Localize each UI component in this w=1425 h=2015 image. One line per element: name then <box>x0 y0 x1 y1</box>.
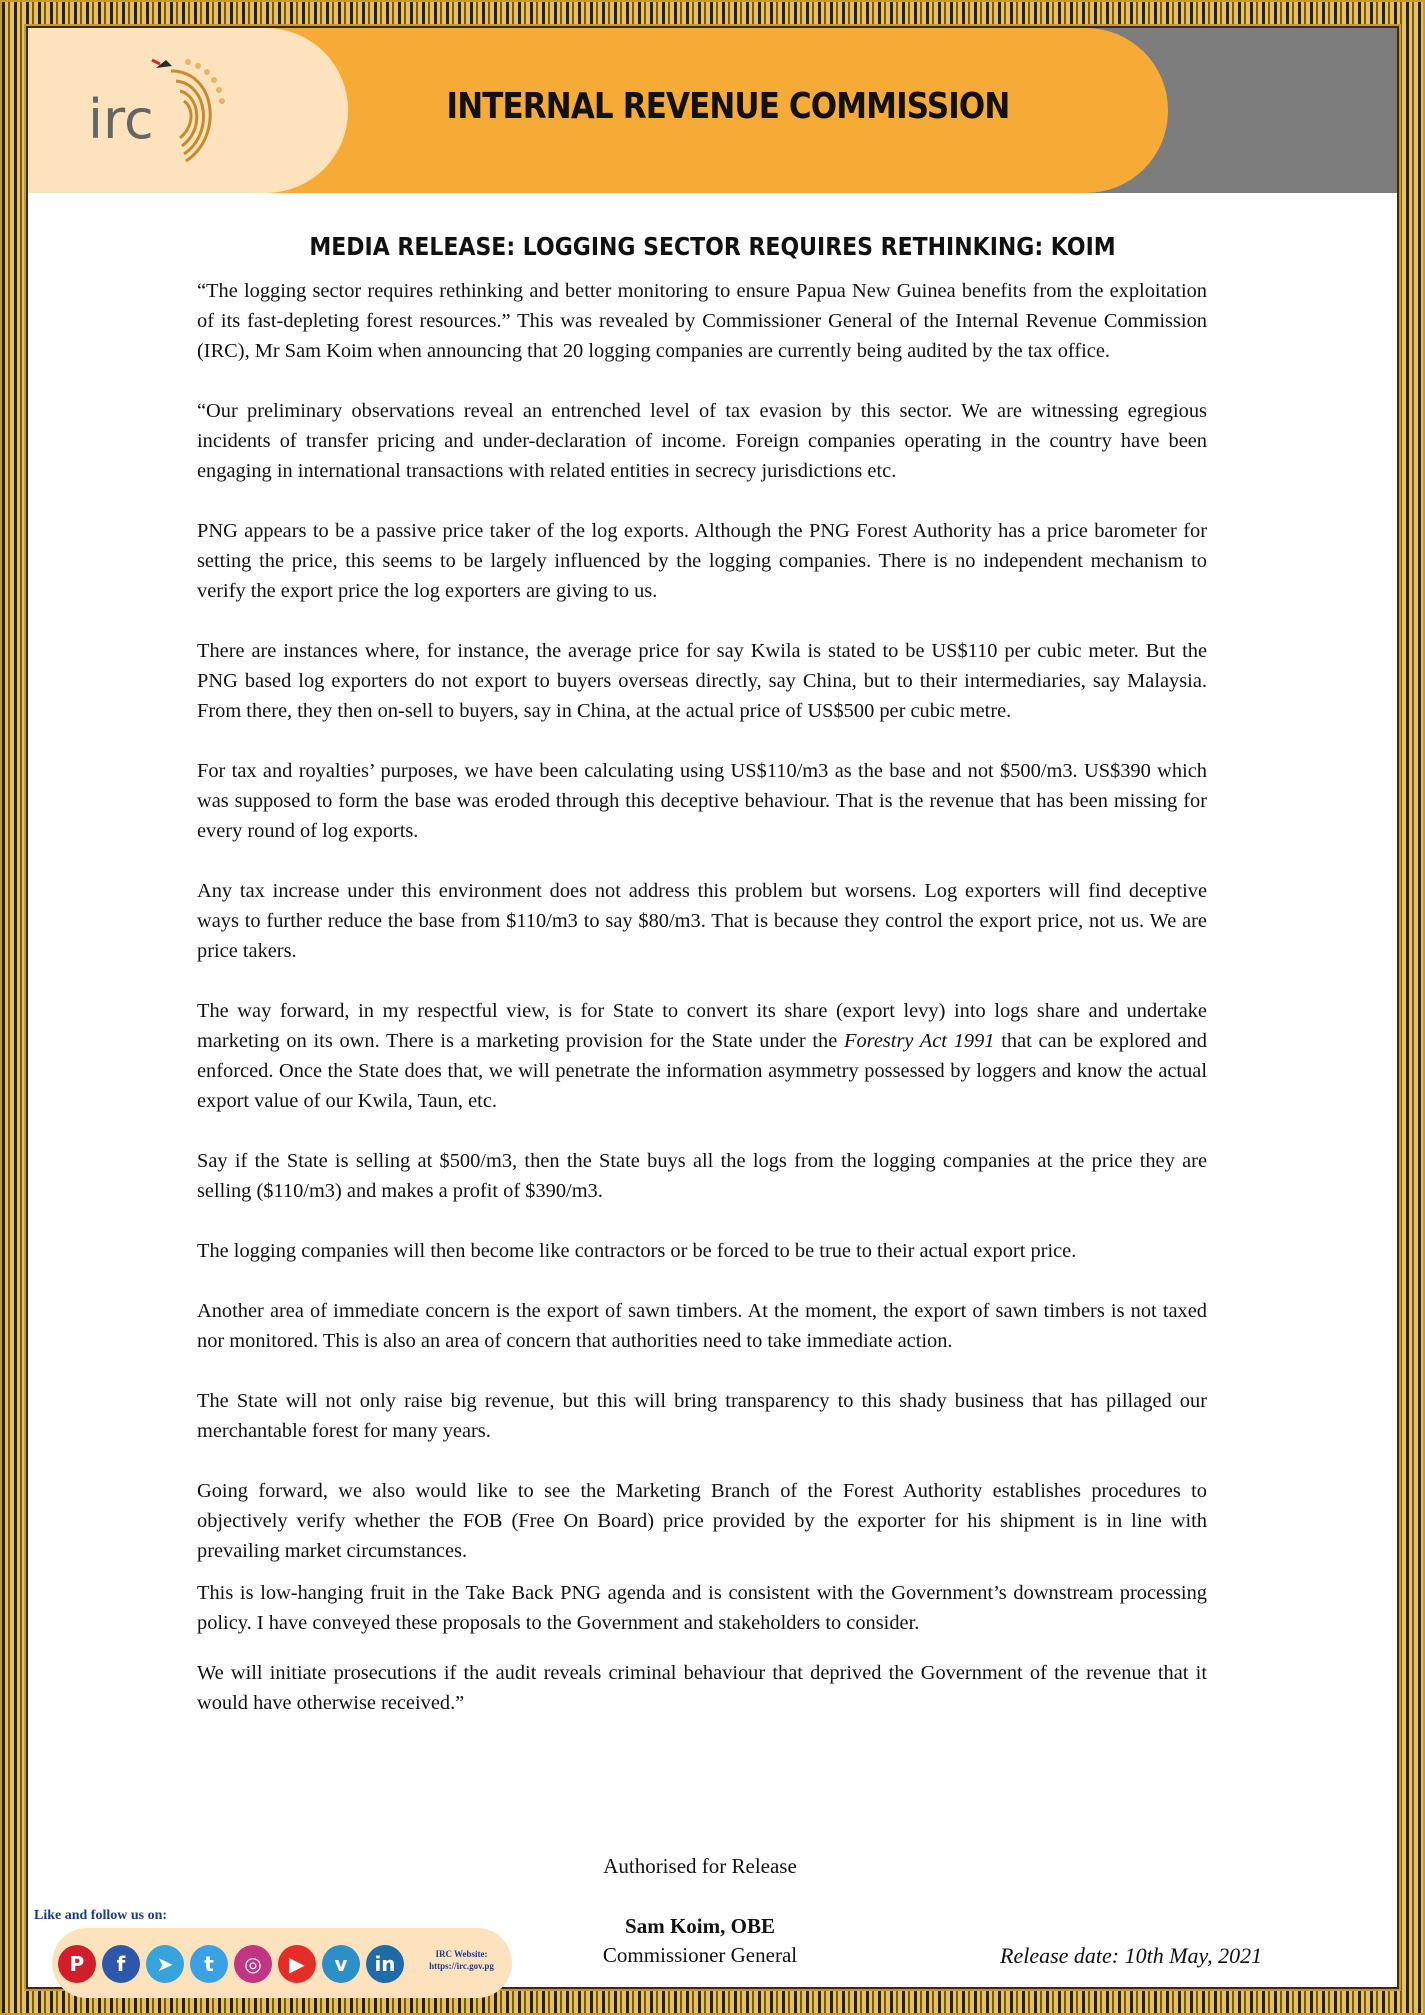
release-title: MEDIA RELEASE: LOGGING SECTOR REQUIRES RETHINKING: KOIM <box>309 232 1116 261</box>
paragraph-text: that can be explored and enforced. Once the State does that, we will penetrate the information asymmetry possessed by loggers and know the actual export value of our Kwila, Taun, etc. <box>197 1030 1207 1112</box>
twitter-icon[interactable]: t <box>190 1945 228 1983</box>
social-icons <box>58 1945 404 1983</box>
paragraph-text: The way forward, in my respectful view, is for State to convert its share (export levy) into logs share and undertake marketing on its own. There is a marketing provision for the State under the <box>197 1000 1207 1052</box>
paragraph: “Our preliminary observations reveal an entrenched level of tax evasion by this sector. We are witnessing egregious incidents of transfer pricing and under-declaration of income. Foreign companies operating in the country have been engaging in international transactions with related entities in secrecy jurisdictions etc. <box>197 400 1207 482</box>
header-banner <box>28 28 1397 193</box>
irc-logo-icon <box>76 46 226 176</box>
vimeo-icon[interactable]: v <box>322 1945 360 1983</box>
authorised-label: Authorised for Release <box>603 1854 797 1878</box>
signer-name: Sam Koim, OBE <box>625 1914 775 1938</box>
paragraph: We will initiate prosecutions if the audit reveals criminal behaviour that deprived the Government of the revenue that it would have otherwise received.” <box>197 1662 1207 1714</box>
telegram-icon[interactable]: ➤ <box>146 1945 184 1983</box>
facebook-icon[interactable]: f <box>102 1945 140 1983</box>
organization-title: INTERNAL REVENUE COMMISSION <box>446 86 1010 127</box>
paragraph: This is low-hanging fruit in the Take Back PNG agenda and is consistent with the Government’s downstream processing policy. I have conveyed these proposals to the Government and stakeholders to consider. <box>197 1582 1207 1634</box>
paragraph: The logging companies will then become like contractors or be forced to be true to their actual export price. <box>197 1240 1077 1262</box>
paragraph: Another area of immediate concern is the export of sawn timbers. At the moment, the export of sawn timbers is not taxed nor monitored. This is also an area of concern that authorities need to take immediate action. <box>197 1300 1207 1352</box>
release-date: Release date: 10th May, 2021 <box>1000 1943 1263 1968</box>
pinterest-icon[interactable]: P <box>58 1945 96 1983</box>
paragraph: Say if the State is selling at $500/m3, then the State buys all the logs from the logging companies at the price they are selling ($110/m3) and makes a profit of $390/m3. <box>197 1150 1207 1202</box>
paragraph: The State will not only raise big revenue, but this will bring transparency to this shady business that has pillaged our merchantable forest for many years. <box>197 1390 1207 1442</box>
paragraph <box>197 996 1207 1116</box>
svg-text:irc: irc <box>88 88 154 151</box>
paragraph: For tax and royalties’ purposes, we have been calculating using US$110/m3 as the base and not $500/m3. US$390 which was supposed to form the base was eroded through this deceptive behaviour. That is the revenue that has been missing for every round of log exports. <box>197 760 1207 842</box>
signer-title: Commissioner General <box>602 1943 798 1967</box>
website-block[interactable] <box>414 1948 509 1972</box>
act-name: Forestry Act 1991 <box>843 1030 995 1052</box>
follow-label: Like and follow us on: <box>34 1908 168 1923</box>
youtube-icon[interactable]: ▶ <box>278 1945 316 1983</box>
instagram-icon[interactable]: ◎ <box>234 1945 272 1983</box>
paragraph: Going forward, we also would like to see the Marketing Branch of the Forest Authority establishes procedures to objectively verify whether the FOB (Free On Board) price provided by the exporter for his shipment is in line with prevailing market circumstances. <box>197 1480 1207 1562</box>
paragraph: There are instances where, for instance, the average price for say Kwila is stated to be US$110 per cubic meter. But the PNG based log exporters do not export to buyers overseas directly, say China, but to their intermediaries, say Malaysia. From there, they then on-sell to buyers, say in China, at the actual price of US$500 per cubic metre. <box>197 640 1207 722</box>
paragraph: “The logging sector requires rethinking and better monitoring to ensure Papua New Guinea benefits from the exploitation of its fast-depleting forest resources.” This was revealed by Commissioner General of the Internal Revenue Commission (IRC), Mr Sam Koim when announcing that 20 logging companies are currently being audited by the tax office. <box>197 280 1207 362</box>
linkedin-icon[interactable]: in <box>366 1945 404 1983</box>
website-label: IRC Website: <box>435 1949 488 1959</box>
release-body <box>197 276 1207 1718</box>
paragraph: Any tax increase under this environment does not address this problem but worsens. Log exporters will find deceptive ways to further reduce the base from $110/m3 to say $80/m3. That is because they control the export price, not us. We are price takers. <box>197 880 1207 962</box>
paragraph: PNG appears to be a passive price taker of the log exports. Although the PNG Forest Authority has a price barometer for setting the price, this seems to be largely influenced by the logging companies. There is no independent mechanism to verify the export price the log exporters are giving to us. <box>197 520 1207 602</box>
website-url[interactable]: https://irc.gov.pg <box>429 1961 494 1971</box>
